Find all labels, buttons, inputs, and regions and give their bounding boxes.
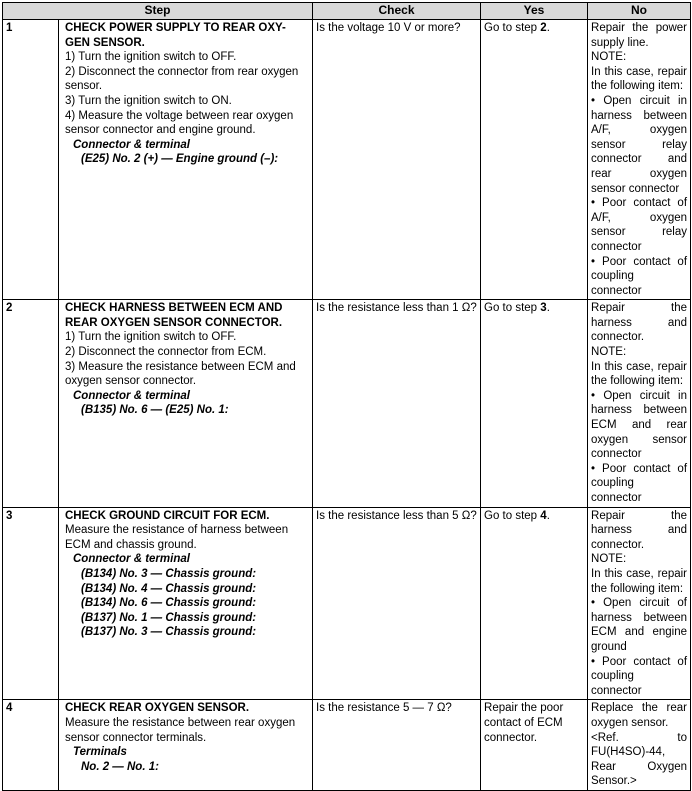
table-header-row: [3, 3, 691, 20]
terminal-spec: (B134) No. 6 — Chassis ground:: [81, 597, 257, 610]
step-title: CHECK GROUND CIRCUIT FOR ECM.: [65, 509, 270, 522]
terminal-label: Terminals: [73, 746, 127, 759]
no-line: In this case, repair the following item:: [591, 567, 688, 595]
table-row: [3, 20, 691, 300]
no-line: In this case, repair the following item:: [591, 360, 688, 388]
no-line: NOTE:: [591, 553, 627, 566]
yes-action: [481, 700, 588, 791]
terminal-spec: (B137) No. 1 — Chassis ground:: [81, 611, 257, 624]
no-line: Repair the harness and connector.: [591, 509, 688, 551]
yes-step-link: 4: [540, 509, 547, 522]
yes-text: Repair the poor contact of ECM connector.: [484, 702, 564, 744]
step-instruction: 4) Measure the voltage between rear oxygen sensor connector and engine ground.: [65, 109, 294, 137]
no-line: • Open circuit in harness between ECM and rear oxygen sensor connector: [591, 389, 688, 461]
check-question: Is the resistance less than 5 Ω?: [313, 507, 481, 700]
no-action: [588, 20, 691, 300]
yes-text: Go to step: [484, 22, 541, 34]
no-line: NOTE:: [591, 346, 627, 359]
terminal-spec: (B137) No. 3 — Chassis ground:: [81, 626, 257, 639]
step-instruction: Measure the resistance of harness between ECM and chassis ground.: [65, 524, 289, 551]
no-line: <Ref. to FU(H4SO)-44, Rear Oxygen Sensor.>: [591, 731, 688, 788]
step-description: [59, 300, 313, 507]
no-line: Repair the harness and connector.: [591, 302, 688, 344]
header-check: Check: [313, 3, 481, 20]
step-number: 2: [3, 300, 59, 507]
terminal-label: Connector & terminal: [73, 389, 190, 402]
terminal-spec: (B134) No. 3 — Chassis ground:: [81, 567, 257, 580]
no-action: [588, 700, 691, 791]
step-title: CHECK POWER SUPPLY TO REAR OXY-GEN SENSOR.: [65, 22, 286, 49]
header-step: Step: [3, 3, 313, 20]
terminal-spec: (B134) No. 4 — Chassis ground:: [81, 582, 257, 595]
step-description: [59, 700, 313, 791]
terminal-spec: No. 2 — No. 1:: [81, 760, 159, 773]
terminal-label: Connector & terminal: [73, 553, 190, 566]
check-question: Is the resistance 5 — 7 Ω?: [313, 700, 481, 791]
step-instruction: 1) Turn the ignition switch to OFF.: [65, 51, 237, 64]
no-line: Replace the rear oxygen sensor.: [591, 702, 688, 729]
step-number: 1: [3, 20, 59, 300]
step-number: 3: [3, 507, 59, 700]
no-line: In this case, repair the following item:: [591, 65, 688, 93]
no-line: • Open circuit of harness between ECM and engine ground: [591, 597, 688, 653]
no-line: • Poor contact of A/F, oxygen sensor relay connector: [591, 197, 688, 253]
terminal-spec: (E25) No. 2 (+) — Engine ground (–):: [81, 153, 279, 166]
step-description: [59, 507, 313, 700]
table-row: [3, 700, 691, 791]
yes-text: Go to step: [484, 302, 541, 315]
step-title: CHECK REAR OXYGEN SENSOR.: [65, 702, 250, 715]
yes-step-link: 3: [540, 302, 547, 315]
yes-suffix: .: [546, 302, 550, 315]
step-title: CHECK HARNESS BETWEEN ECM AND REAR OXYGEN SENSOR CONNECTOR.: [65, 302, 283, 329]
diagnostic-table: [2, 2, 691, 791]
yes-action: [481, 300, 588, 507]
step-instruction: 2) Disconnect the connector from rear oxygen sensor.: [65, 65, 299, 93]
header-yes: Yes: [481, 3, 588, 20]
step-instruction: 3) Turn the ignition switch to ON.: [65, 94, 232, 107]
step-description: [59, 20, 313, 300]
no-line: • Poor contact of coupling connector: [591, 655, 688, 697]
table-row: [3, 507, 691, 700]
step-instruction: Measure the resistance between rear oxygen sensor connector terminals.: [65, 716, 296, 744]
table-row: [3, 300, 691, 507]
check-question: Is the voltage 10 V or more?: [313, 20, 481, 300]
yes-text: Go to step: [484, 509, 541, 522]
terminal-label: Connector & terminal: [73, 138, 190, 151]
table-body: [3, 20, 691, 791]
no-line: • Open circuit in harness between A/F, oxygen sensor relay connector and rear oxygen sensor connector: [591, 94, 688, 195]
step-number: 4: [3, 700, 59, 791]
no-action: [588, 507, 691, 700]
yes-step-link: 2: [540, 22, 547, 34]
no-line: NOTE:: [591, 51, 627, 64]
no-action: [588, 300, 691, 507]
yes-action: [481, 20, 588, 300]
step-instruction: 3) Measure the resistance between ECM and oxygen sensor connector.: [65, 360, 296, 388]
yes-suffix: .: [546, 509, 550, 522]
terminal-spec: (B135) No. 6 — (E25) No. 1:: [81, 404, 229, 417]
header-no: No: [588, 3, 691, 20]
step-instruction: 1) Turn the ignition switch to OFF.: [65, 331, 237, 344]
step-instruction: 2) Disconnect the connector from ECM.: [65, 346, 267, 359]
no-line: • Poor contact of coupling connector: [591, 462, 688, 504]
yes-action: [481, 507, 588, 700]
yes-suffix: .: [546, 22, 550, 34]
no-line: • Poor contact of coupling connector: [591, 255, 688, 297]
check-question: Is the resistance less than 1 Ω?: [313, 300, 481, 507]
no-line: Repair the power supply line.: [591, 22, 688, 49]
